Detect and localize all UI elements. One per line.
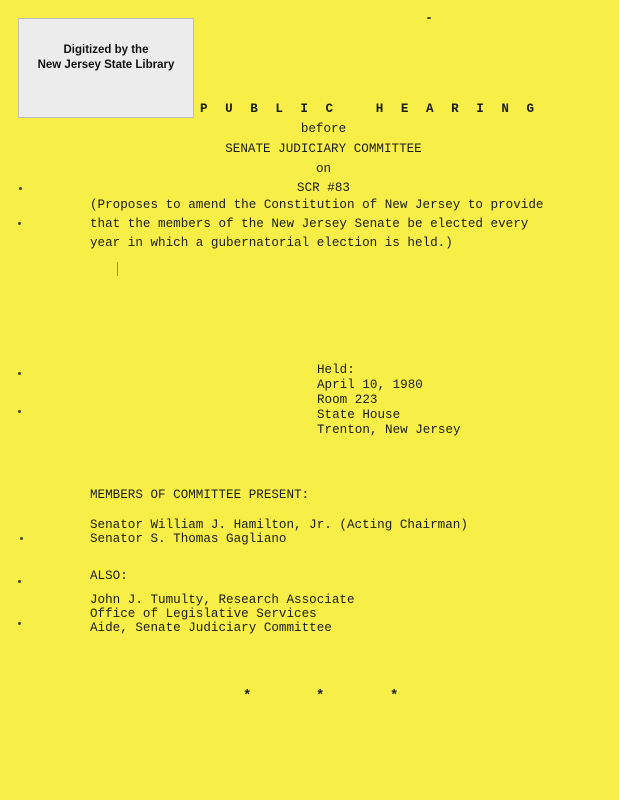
purpose-line-3: year in which a gubernatorial election is held.): [90, 236, 453, 250]
committee-name: SENATE JUDICIARY COMMITTEE: [225, 142, 422, 156]
footer-star: *: [390, 688, 399, 704]
footer-star: *: [316, 688, 325, 704]
footer-star: *: [243, 688, 252, 704]
held-label: Held:: [317, 363, 355, 377]
binding-hole-mark: [18, 580, 21, 583]
also-item: Aide, Senate Judiciary Committee: [90, 621, 332, 635]
binding-hole-mark: [20, 537, 23, 540]
stamp-line-1: Digitized by the: [63, 44, 149, 56]
held-room: Room 223: [317, 393, 378, 407]
stamp-line-2: New Jersey State Library: [37, 59, 175, 71]
stray-mark: [117, 262, 118, 276]
binding-hole-mark: [19, 187, 22, 190]
binding-hole-mark: [18, 372, 21, 375]
hearing-title: P U B L I C H E A R I N G: [199, 102, 540, 116]
bill-number: SCR #83: [297, 181, 350, 195]
members-heading: MEMBERS OF COMMITTEE PRESENT:: [90, 488, 310, 502]
member-item: Senator William J. Hamilton, Jr. (Acting Chairman): [90, 518, 468, 532]
before-text: before: [300, 122, 347, 136]
binding-hole-mark: [18, 622, 21, 625]
binding-hole-mark: [18, 222, 21, 225]
also-heading: ALSO:: [90, 569, 128, 583]
binding-hole-mark: [18, 410, 21, 413]
held-date: April 10, 1980: [317, 378, 423, 392]
member-item: Senator S. Thomas Gagliano: [90, 532, 287, 546]
held-city: Trenton, New Jersey: [317, 423, 461, 437]
also-item: Office of Legislative Services: [90, 607, 317, 621]
on-text: on: [315, 162, 332, 176]
held-building: State House: [317, 408, 401, 422]
purpose-line-2: that the members of the New Jersey Senate be elected every: [90, 217, 529, 231]
stray-mark: [427, 17, 431, 19]
also-item: John J. Tumulty, Research Associate: [90, 593, 355, 607]
purpose-line-1: (Proposes to amend the Constitution of New Jersey to provide: [90, 198, 544, 212]
